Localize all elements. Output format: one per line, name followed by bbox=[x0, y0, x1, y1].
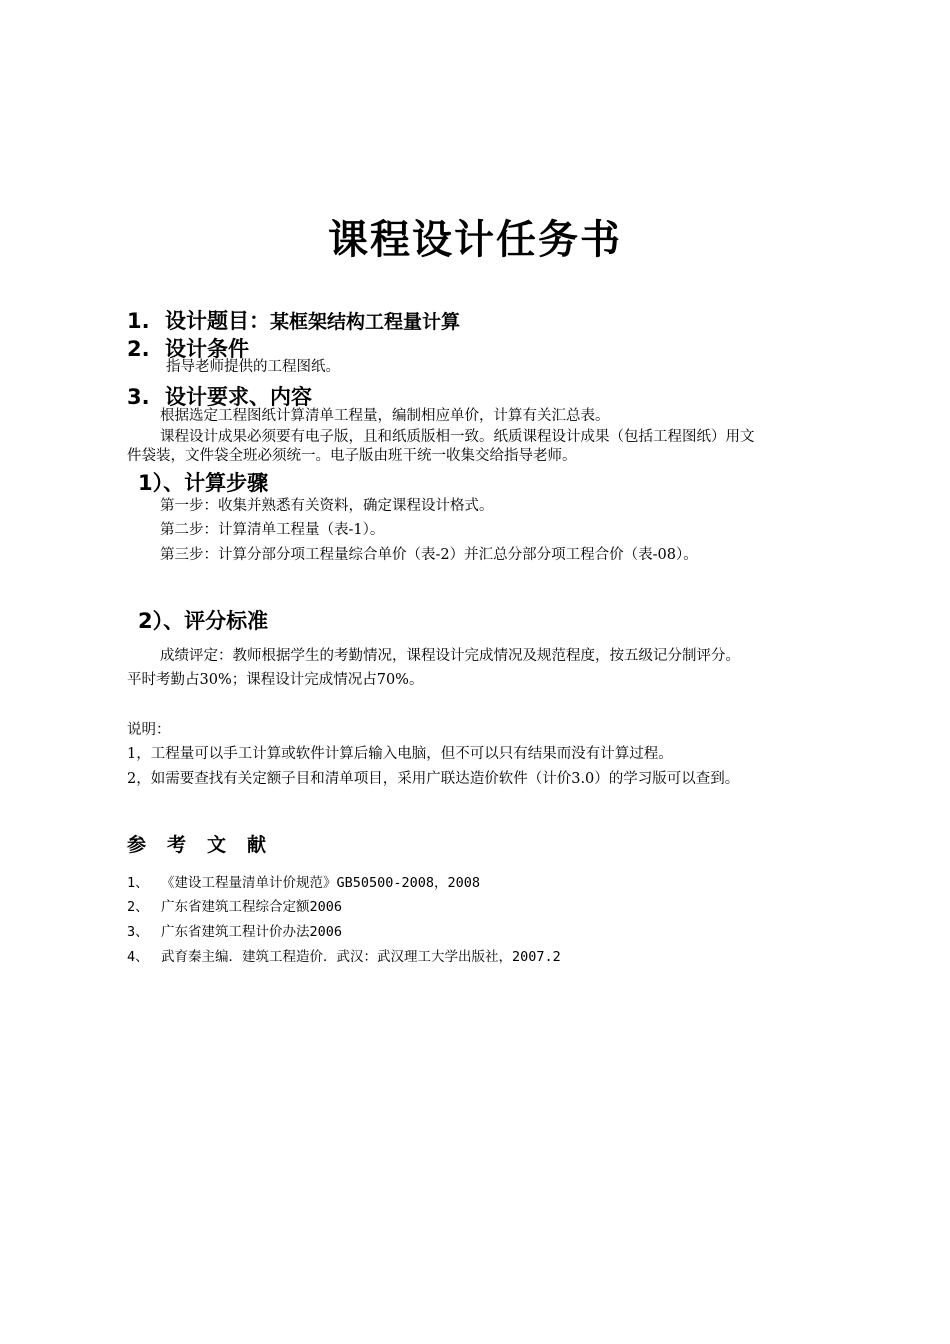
section-2-number: 2. bbox=[127, 337, 150, 361]
grading-heading: 2）、评分标准 bbox=[138, 609, 269, 633]
reference-index: 2、 bbox=[127, 899, 149, 915]
note-item: 2，如需要查找有关定额子目和清单项目，采用广联达造价软件（计价3.0）的学习版可以查到。 bbox=[127, 771, 740, 787]
section-1-label: 设计题目： bbox=[165, 309, 270, 333]
section-3-paragraph-1: 根据选定工程图纸计算清单工程量，编制相应单价，计算有关汇总表。 bbox=[160, 408, 610, 424]
reference-index: 1、 bbox=[127, 875, 149, 891]
reference-index: 3、 bbox=[127, 924, 149, 940]
notes-heading: 说明： bbox=[127, 722, 171, 738]
step-item: 第二步：计算清单工程量（表-1）。 bbox=[160, 522, 385, 538]
document-title: 课程设计任务书 bbox=[328, 217, 622, 263]
section-3-label: 设计要求、内容 bbox=[165, 385, 312, 409]
section-3-paragraph-2-line-2: 件袋装，文件袋全班必须统一。电子版由班干统一收集交给指导老师。 bbox=[127, 448, 577, 464]
reference-item bbox=[127, 871, 480, 891]
section-1-number: 1. bbox=[127, 309, 150, 333]
reference-item bbox=[127, 920, 342, 940]
section-3-paragraph-2-line-1: 课程设计成果必须要有电子版，且和纸质版相一致。纸质课程设计成果（包括工程图纸）用文 bbox=[160, 429, 755, 445]
reference-text: 广东省建筑工程综合定额2006 bbox=[161, 899, 343, 915]
section-1-heading bbox=[127, 305, 460, 335]
step-item: 第一步：收集并熟悉有关资料，确定课程设计格式。 bbox=[160, 498, 494, 514]
note-item: 1，工程量可以手工计算或软件计算后输入电脑，但不可以只有结果而没有计算过程。 bbox=[127, 746, 673, 762]
section-1-topic: 某框架结构工程量计算 bbox=[270, 311, 461, 333]
reference-item bbox=[127, 945, 561, 965]
grading-line-1: 成绩评定：教师根据学生的考勤情况，课程设计完成情况及规范程度，按五级记分制评分。 bbox=[160, 648, 740, 664]
reference-index: 4、 bbox=[127, 949, 149, 965]
reference-text: 《建设工程量清单计价规范》GB50500-2008，2008 bbox=[161, 875, 481, 891]
steps-heading: 1）、计算步骤 bbox=[138, 471, 269, 495]
reference-item bbox=[127, 895, 342, 915]
section-3-number: 3. bbox=[127, 385, 150, 409]
reference-text: 广东省建筑工程计价办法2006 bbox=[161, 924, 343, 940]
step-item: 第三步：计算分部分项工程量综合单价（表-2）并汇总分部分项工程合价（表-08）。 bbox=[160, 547, 698, 563]
section-2-label: 设计条件 bbox=[165, 337, 249, 361]
section-2-text: 指导老师提供的工程图纸。 bbox=[166, 359, 340, 375]
references-heading: 参考文献 bbox=[127, 834, 288, 856]
grading-line-2: 平时考勤占30%；课程设计完成情况占70%。 bbox=[127, 672, 424, 688]
reference-text: 武育秦主编．建筑工程造价．武汉：武汉理工大学出版社，2007.2 bbox=[161, 949, 561, 965]
